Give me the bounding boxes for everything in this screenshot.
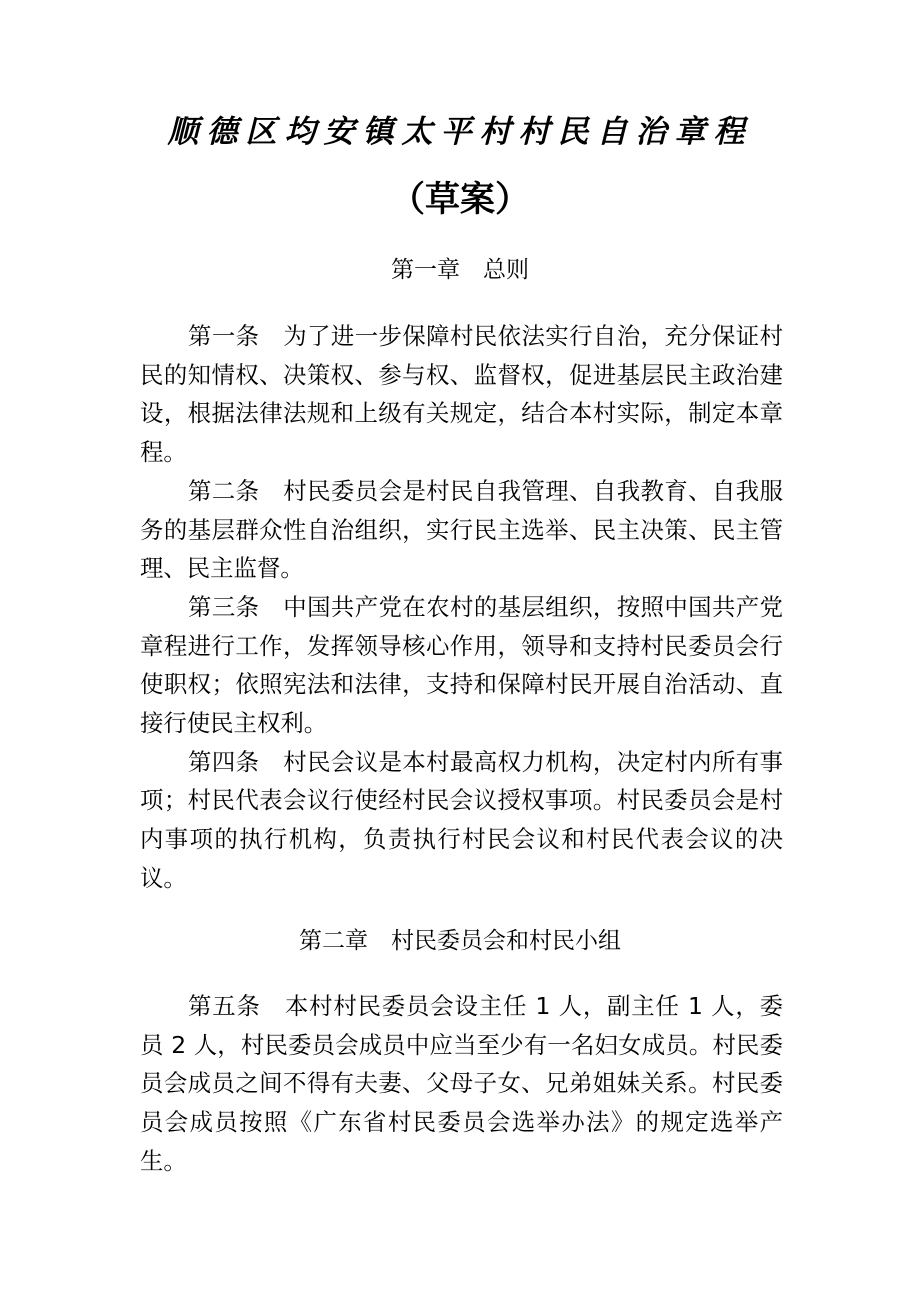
chapter-heading: 第二章 村民委员会和村民小组 — [299, 928, 621, 954]
article-paragraph — [140, 317, 783, 472]
article-paragraph — [140, 987, 783, 1181]
article-text: 为了进一步保障村民依法实行自治，充分保证村民的知情权、决策权、参与权、监督权，促进基层民主政治建设，根据法律法规和上级有关规定，结合本村实际，制定本章程。 — [140, 322, 784, 467]
article-label: 第三条 — [188, 592, 284, 621]
article-label: 第五条 — [188, 992, 285, 1020]
document-title: 顺德区均安镇太平村村民自治章程 — [167, 114, 753, 150]
chapter-heading: 第一章 总则 — [391, 257, 529, 283]
article-paragraph — [140, 588, 783, 743]
article-paragraph — [140, 743, 783, 898]
article-text: 村民会议是本村最高权力机构，决定村内所有事项；村民代表会议行使经村民会议授权事项。村民委员会是村内事项的执行机构，负责执行村民会议和村民代表会议的决议。 — [140, 747, 784, 892]
article-paragraph — [140, 472, 783, 588]
document-subtitle: （草案） — [389, 180, 530, 220]
chapter-body — [140, 987, 783, 1181]
article-text: 本村村民委员会设主任 1 人，副主任 1 人，委员 2 人，村民委员会成员中应当至少有一名妇女成员。村民委员会成员之间不得有夫妻、父母子女、兄弟姐妹关系。村民委员会成员按照《广东省村民委员会选举办法》的规定选举产生。 — [140, 992, 783, 1175]
article-text: 村民委员会是村民自我管理、自我教育、自我服务的基层群众性自治组织，实行民主选举、民主决策、民主管理、民主监督。 — [140, 476, 784, 583]
article-text: 中国共产党在农村的基层组织，按照中国共产党章程进行工作，发挥领导核心作用，领导和支持村民委员会行使职权；依照宪法和法律，支持和保障村民开展自治活动、直接行使民主权利。 — [140, 592, 784, 738]
article-label: 第四条 — [188, 747, 284, 776]
article-label: 第一条 — [188, 322, 284, 350]
chapter-body — [140, 317, 783, 898]
article-label: 第二条 — [188, 476, 284, 505]
